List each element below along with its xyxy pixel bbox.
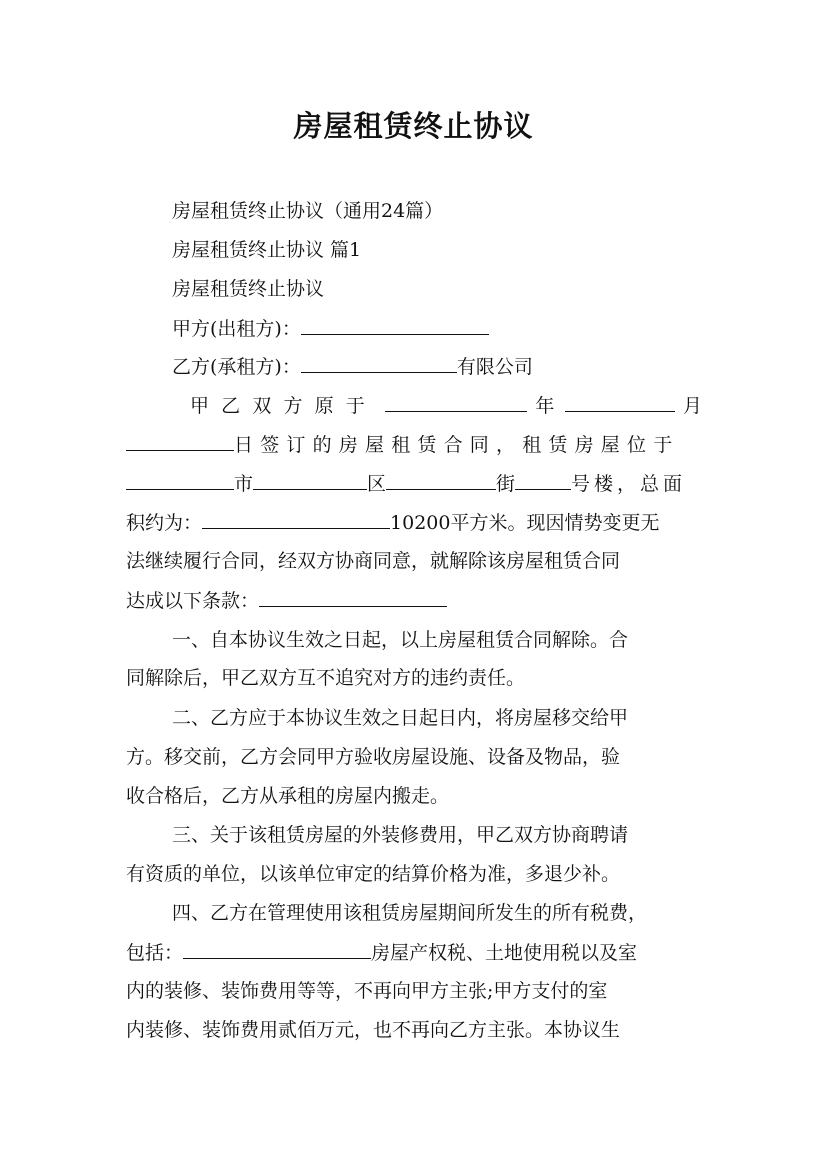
- city-label: 市: [234, 473, 254, 495]
- building-blank[interactable]: [515, 471, 571, 490]
- recital-line-5: 法继续履行合同，经双方协商同意，就解除该房屋租赁合同: [126, 550, 621, 572]
- year-label: 年: [535, 395, 557, 417]
- recital-line-6: [126, 588, 447, 613]
- clause-4-line-2: [126, 940, 637, 965]
- party-b-suffix: 有限公司: [456, 356, 533, 378]
- tax-blank[interactable]: [183, 940, 371, 959]
- recital-line-3: [126, 471, 686, 496]
- clause-4-line-1: 四、乙方在管理使用该租赁房屋期间所发生的所有税费，: [172, 902, 648, 924]
- party-a-label: 甲方(出租方)：: [172, 318, 301, 340]
- recital-text: 日签订的房屋租赁合同，租赁房屋位于: [234, 434, 680, 456]
- month-blank[interactable]: [565, 393, 675, 412]
- area-label: 积约为：: [126, 512, 203, 534]
- area-blank[interactable]: [202, 510, 390, 529]
- section-heading: 房屋租赁终止协议 篇1: [172, 239, 362, 261]
- party-a-line: [172, 316, 489, 341]
- party-b-blank[interactable]: [301, 354, 457, 373]
- clause-4-label: 包括：: [126, 942, 184, 964]
- recital-text: 号楼，总面: [571, 473, 687, 495]
- clause-2-line-2: 方。移交前，乙方会同甲方验收房屋设施、设备及物品，验: [126, 746, 621, 768]
- terms-label: 达成以下条款：: [126, 590, 260, 612]
- clause-2-line-3: 收合格后，乙方从承租的房屋内搬走。: [126, 785, 450, 807]
- clause-1-line-2: 同解除后，甲乙双方互不追究对方的违约责任。: [126, 667, 526, 689]
- street-blank[interactable]: [386, 471, 496, 490]
- party-a-blank[interactable]: [301, 316, 489, 335]
- clause-1-line-1: 一、自本协议生效之日起，以上房屋租赁合同解除。合: [172, 629, 629, 651]
- district-label: 区: [367, 473, 387, 495]
- party-b-label: 乙方(承租方)：: [172, 356, 301, 378]
- street-label: 街: [496, 473, 516, 495]
- clause-4-text: 房屋产权税、土地使用税以及室: [371, 942, 638, 964]
- recital-text: 10200平方米。现因情势变更无: [390, 512, 660, 534]
- day-blank[interactable]: [126, 432, 234, 451]
- agreement-name: 房屋租赁终止协议: [172, 278, 325, 300]
- year-blank[interactable]: [385, 393, 527, 412]
- month-label: 月: [682, 395, 702, 417]
- clause-2-line-1: 二、乙方应于本协议生效之日起日内，将房屋移交给甲: [172, 707, 629, 729]
- clause-4-line-3: 内的装修、装饰费用等等，不再向甲方主张;甲方支付的室: [126, 980, 608, 1002]
- party-b-line: [172, 354, 533, 379]
- clause-4-line-4: 内装修、装饰费用贰佰万元，也不再向乙方主张。本协议生: [126, 1019, 621, 1041]
- city-blank[interactable]: [126, 471, 234, 490]
- subtitle-line: 房屋租赁终止协议（通用24篇）: [172, 200, 444, 222]
- district-blank[interactable]: [253, 471, 367, 490]
- recital-line-2: [126, 432, 679, 457]
- recital-line-4: [126, 510, 659, 535]
- clause-3-line-2: 有资质的单位，以该单位审定的结算价格为准，多退少补。: [126, 863, 621, 885]
- clause-3-line-1: 三、关于该租赁房屋的外装修费用，甲乙双方协商聘请: [172, 824, 629, 846]
- recital-text: 甲乙双方原于: [190, 395, 377, 417]
- recital-line-1: [126, 393, 702, 418]
- terms-blank[interactable]: [259, 588, 447, 607]
- document-title: 房屋租赁终止协议: [293, 109, 534, 143]
